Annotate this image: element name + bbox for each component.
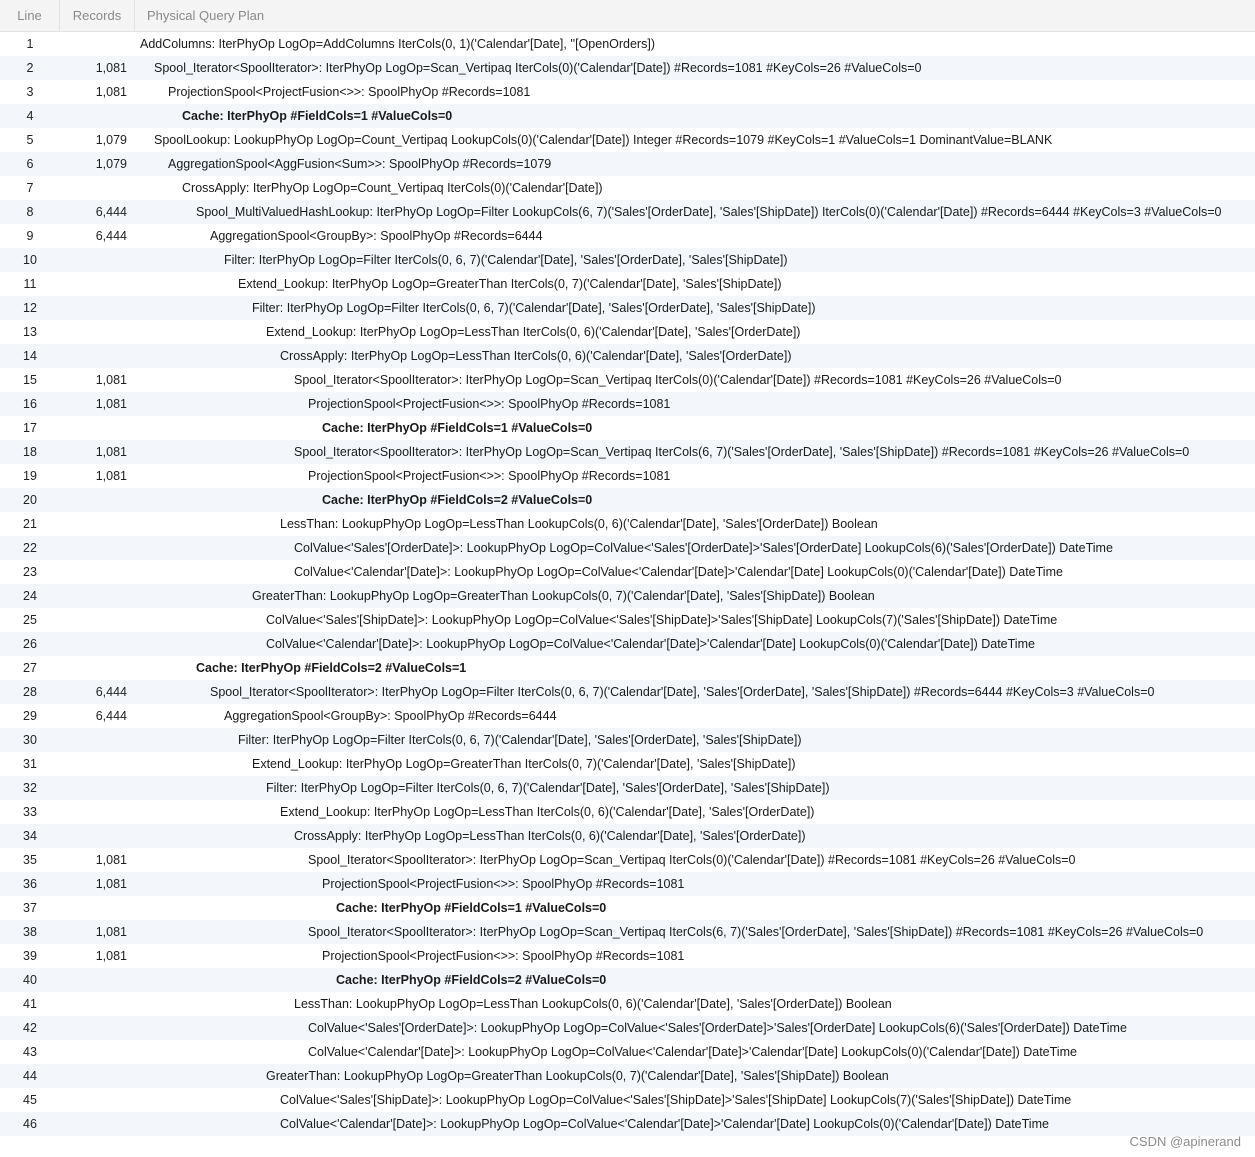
- cell-physical-query-plan: Cache: IterPhyOp #FieldCols=2 #ValueCols=1: [196, 661, 467, 675]
- cell-line: 9: [26, 229, 34, 243]
- table-row[interactable]: [0, 368, 1255, 392]
- cell-line: 20: [23, 493, 37, 507]
- table-row[interactable]: [0, 968, 1255, 992]
- table-row[interactable]: [0, 584, 1255, 608]
- table-row[interactable]: [0, 848, 1255, 872]
- cell-line: 12: [23, 301, 37, 315]
- table-row[interactable]: [0, 704, 1255, 728]
- cell-line: 41: [23, 997, 37, 1011]
- table-row[interactable]: [0, 32, 1255, 56]
- cell-records: 1,081: [95, 61, 127, 75]
- cell-line: 8: [26, 205, 34, 219]
- table-row[interactable]: [0, 272, 1255, 296]
- cell-physical-query-plan: ProjectionSpool<ProjectFusion<>>: SpoolPhyOp #Records=1081: [308, 469, 671, 483]
- table-row[interactable]: [0, 1016, 1255, 1040]
- table-row[interactable]: [0, 1040, 1255, 1064]
- cell-line: 42: [23, 1021, 37, 1035]
- cell-physical-query-plan: AddColumns: IterPhyOp LogOp=AddColumns IterCols(0, 1)('Calendar'[Date], ''[OpenOrders]): [140, 37, 655, 51]
- cell-records: 6,444: [95, 229, 127, 243]
- table-row[interactable]: [0, 1088, 1255, 1112]
- cell-line: 37: [23, 901, 37, 915]
- table-row[interactable]: [0, 128, 1255, 152]
- cell-line: 30: [23, 733, 37, 747]
- cell-physical-query-plan: Spool_Iterator<SpoolIterator>: IterPhyOp LogOp=Filter IterCols(0, 6, 7)('Calendar'[Date], 'Sales'[OrderDate], 'Sales'[ShipDate]) #Records=6444 #KeyCols=3 #ValueCols=0: [210, 685, 1155, 699]
- table-row[interactable]: [0, 248, 1255, 272]
- cell-line: 40: [23, 973, 37, 987]
- table-row[interactable]: [0, 608, 1255, 632]
- cell-physical-query-plan: Extend_Lookup: IterPhyOp LogOp=GreaterThan IterCols(0, 7)('Calendar'[Date], 'Sales'[ShipDate]): [252, 757, 796, 771]
- table-row[interactable]: [0, 1112, 1255, 1136]
- table-row[interactable]: [0, 896, 1255, 920]
- cell-records: 1,081: [95, 445, 127, 459]
- cell-physical-query-plan: GreaterThan: LookupPhyOp LogOp=GreaterThan LookupCols(0, 7)('Calendar'[Date], 'Sales'[ShipDate]) Boolean: [266, 1069, 889, 1083]
- table-row[interactable]: [0, 824, 1255, 848]
- cell-physical-query-plan: CrossApply: IterPhyOp LogOp=LessThan IterCols(0, 6)('Calendar'[Date], 'Sales'[OrderDate]): [280, 349, 792, 363]
- table-row[interactable]: [0, 104, 1255, 128]
- cell-physical-query-plan: ColValue<'Sales'[ShipDate]>: LookupPhyOp LogOp=ColValue<'Sales'[ShipDate]>'Sales'[ShipDate] LookupCols(7)('Sales'[ShipDate]) DateTime: [280, 1093, 1072, 1107]
- table-row[interactable]: [0, 944, 1255, 968]
- table-row[interactable]: [0, 488, 1255, 512]
- cell-physical-query-plan: Spool_Iterator<SpoolIterator>: IterPhyOp LogOp=Scan_Vertipaq IterCols(6, 7)('Sales'[OrderDate], 'Sales'[ShipDate]) #Records=1081 #KeyCols=26 #ValueCols=0: [294, 445, 1190, 459]
- table-row[interactable]: [0, 680, 1255, 704]
- cell-physical-query-plan: Spool_Iterator<SpoolIterator>: IterPhyOp LogOp=Scan_Vertipaq IterCols(6, 7)('Sales'[OrderDate], 'Sales'[ShipDate]) #Records=1081 #KeyCols=26 #ValueCols=0: [308, 925, 1204, 939]
- cell-physical-query-plan: ProjectionSpool<ProjectFusion<>>: SpoolPhyOp #Records=1081: [168, 85, 531, 99]
- grid-header: [0, 0, 1255, 32]
- cell-physical-query-plan: ColValue<'Calendar'[Date]>: LookupPhyOp LogOp=ColValue<'Calendar'[Date]>'Calendar'[Date] LookupCols(0)('Calendar'[Date]) DateTime: [266, 637, 1035, 651]
- cell-line: 24: [23, 589, 37, 603]
- cell-physical-query-plan: GreaterThan: LookupPhyOp LogOp=GreaterThan LookupCols(0, 7)('Calendar'[Date], 'Sales'[ShipDate]) Boolean: [252, 589, 875, 603]
- cell-physical-query-plan: Filter: IterPhyOp LogOp=Filter IterCols(0, 6, 7)('Calendar'[Date], 'Sales'[OrderDate], 'Sales'[ShipDate]): [252, 301, 816, 315]
- cell-physical-query-plan: AggregationSpool<GroupBy>: SpoolPhyOp #Records=6444: [210, 229, 543, 243]
- cell-line: 27: [23, 661, 37, 675]
- cell-line: 44: [23, 1069, 37, 1083]
- table-row[interactable]: [0, 416, 1255, 440]
- cell-physical-query-plan: ColValue<'Sales'[OrderDate]>: LookupPhyOp LogOp=ColValue<'Sales'[OrderDate]>'Sales'[OrderDate] LookupCols(6)('Sales'[OrderDate]) DateTime: [294, 541, 1113, 555]
- cell-line: 39: [23, 949, 37, 963]
- table-row[interactable]: [0, 224, 1255, 248]
- cell-records: 1,079: [95, 157, 127, 171]
- cell-physical-query-plan: LessThan: LookupPhyOp LogOp=LessThan LookupCols(0, 6)('Calendar'[Date], 'Sales'[OrderDate]) Boolean: [294, 997, 892, 1011]
- cell-physical-query-plan: Cache: IterPhyOp #FieldCols=1 #ValueCols=0: [182, 109, 453, 123]
- table-row[interactable]: [0, 632, 1255, 656]
- cell-line: 15: [23, 373, 37, 387]
- column-header-physical-query-plan[interactable]: Physical Query Plan: [147, 8, 265, 23]
- cell-line: 36: [23, 877, 37, 891]
- table-row[interactable]: [0, 872, 1255, 896]
- cell-physical-query-plan: Spool_Iterator<SpoolIterator>: IterPhyOp LogOp=Scan_Vertipaq IterCols(0)('Calendar'[Date]) #Records=1081 #KeyCols=26 #ValueCols=0: [294, 373, 1062, 387]
- cell-line: 25: [23, 613, 37, 627]
- cell-line: 32: [23, 781, 37, 795]
- table-row[interactable]: [0, 992, 1255, 1016]
- cell-physical-query-plan: Extend_Lookup: IterPhyOp LogOp=LessThan IterCols(0, 6)('Calendar'[Date], 'Sales'[OrderDate]): [280, 805, 815, 819]
- cell-physical-query-plan: ProjectionSpool<ProjectFusion<>>: SpoolPhyOp #Records=1081: [308, 397, 671, 411]
- table-row[interactable]: [0, 56, 1255, 80]
- cell-line: 21: [23, 517, 37, 531]
- cell-line: 38: [23, 925, 37, 939]
- table-row[interactable]: [0, 200, 1255, 224]
- table-row[interactable]: [0, 1064, 1255, 1088]
- cell-records: 6,444: [95, 685, 127, 699]
- table-row[interactable]: [0, 80, 1255, 104]
- table-row[interactable]: [0, 800, 1255, 824]
- cell-line: 5: [26, 133, 34, 147]
- cell-line: 22: [23, 541, 37, 555]
- cell-records: 1,079: [95, 133, 127, 147]
- cell-line: 33: [23, 805, 37, 819]
- grid-body: [0, 32, 1255, 1136]
- cell-records: 1,081: [95, 469, 127, 483]
- cell-line: 13: [23, 325, 37, 339]
- cell-line: 17: [23, 421, 37, 435]
- cell-physical-query-plan: Cache: IterPhyOp #FieldCols=1 #ValueCols=0: [322, 421, 593, 435]
- table-row[interactable]: [0, 512, 1255, 536]
- table-row[interactable]: [0, 464, 1255, 488]
- cell-line: 19: [23, 469, 37, 483]
- watermark: CSDN @apinerand: [1129, 1134, 1241, 1149]
- cell-physical-query-plan: Cache: IterPhyOp #FieldCols=2 #ValueCols=0: [322, 493, 593, 507]
- column-header-records[interactable]: Records: [60, 0, 135, 31]
- cell-physical-query-plan: Cache: IterPhyOp #FieldCols=2 #ValueCols=0: [336, 973, 607, 987]
- cell-physical-query-plan: Spool_Iterator<SpoolIterator>: IterPhyOp LogOp=Scan_Vertipaq IterCols(0)('Calendar'[Date]) #Records=1081 #KeyCols=26 #ValueCols=0: [308, 853, 1076, 867]
- cell-physical-query-plan: Spool_MultiValuedHashLookup: IterPhyOp LogOp=Filter LookupCols(6, 7)('Sales'[OrderDate], 'Sales'[ShipDate]) IterCols(0)('Calendar'[Date]) #Records=6444 #KeyCols=3 #ValueCols=0: [196, 205, 1222, 219]
- cell-line: 2: [26, 61, 34, 75]
- cell-line: 4: [26, 109, 34, 123]
- table-row[interactable]: [0, 320, 1255, 344]
- cell-records: 1,081: [95, 85, 127, 99]
- cell-physical-query-plan: Extend_Lookup: IterPhyOp LogOp=GreaterThan IterCols(0, 7)('Calendar'[Date], 'Sales'[ShipDate]): [238, 277, 782, 291]
- cell-records: 1,081: [95, 373, 127, 387]
- table-row[interactable]: [0, 152, 1255, 176]
- cell-line: 3: [26, 85, 34, 99]
- cell-physical-query-plan: Spool_Iterator<SpoolIterator>: IterPhyOp LogOp=Scan_Vertipaq IterCols(0)('Calendar'[Date]) #Records=1081 #KeyCols=26 #ValueCols=0: [154, 61, 922, 75]
- cell-line: 10: [23, 253, 37, 267]
- cell-line: 28: [23, 685, 37, 699]
- cell-line: 46: [23, 1117, 37, 1131]
- table-row[interactable]: [0, 392, 1255, 416]
- cell-physical-query-plan: ColValue<'Sales'[ShipDate]>: LookupPhyOp LogOp=ColValue<'Sales'[ShipDate]>'Sales'[ShipDate] LookupCols(7)('Sales'[ShipDate]) DateTime: [266, 613, 1058, 627]
- cell-line: 35: [23, 853, 37, 867]
- cell-records: 1,081: [95, 853, 127, 867]
- cell-physical-query-plan: ProjectionSpool<ProjectFusion<>>: SpoolPhyOp #Records=1081: [322, 949, 685, 963]
- cell-line: 6: [26, 157, 34, 171]
- cell-records: 1,081: [95, 949, 127, 963]
- cell-physical-query-plan: Extend_Lookup: IterPhyOp LogOp=LessThan IterCols(0, 6)('Calendar'[Date], 'Sales'[OrderDate]): [266, 325, 801, 339]
- table-row[interactable]: [0, 560, 1255, 584]
- cell-records: 6,444: [95, 205, 127, 219]
- cell-physical-query-plan: CrossApply: IterPhyOp LogOp=Count_Vertipaq IterCols(0)('Calendar'[Date]): [182, 181, 603, 195]
- cell-line: 43: [23, 1045, 37, 1059]
- cell-physical-query-plan: AggregationSpool<GroupBy>: SpoolPhyOp #Records=6444: [224, 709, 557, 723]
- cell-physical-query-plan: ColValue<'Calendar'[Date]>: LookupPhyOp LogOp=ColValue<'Calendar'[Date]>'Calendar'[Date] LookupCols(0)('Calendar'[Date]) DateTime: [280, 1117, 1049, 1131]
- cell-line: 34: [23, 829, 37, 843]
- table-row[interactable]: [0, 728, 1255, 752]
- cell-records: 1,081: [95, 397, 127, 411]
- cell-physical-query-plan: Filter: IterPhyOp LogOp=Filter IterCols(0, 6, 7)('Calendar'[Date], 'Sales'[OrderDate], 'Sales'[ShipDate]): [224, 253, 788, 267]
- table-row[interactable]: [0, 440, 1255, 464]
- cell-line: 14: [23, 349, 37, 363]
- cell-records: 1,081: [95, 925, 127, 939]
- cell-line: 7: [26, 181, 34, 195]
- cell-physical-query-plan: SpoolLookup: LookupPhyOp LogOp=Count_Vertipaq LookupCols(0)('Calendar'[Date]) Integer #Records=1079 #KeyCols=1 #ValueCols=1 DominantValue=BLANK: [154, 133, 1053, 147]
- table-row[interactable]: [0, 656, 1255, 680]
- cell-physical-query-plan: Cache: IterPhyOp #FieldCols=1 #ValueCols=0: [336, 901, 607, 915]
- cell-line: 29: [23, 709, 37, 723]
- cell-line: 45: [23, 1093, 37, 1107]
- cell-physical-query-plan: Filter: IterPhyOp LogOp=Filter IterCols(0, 6, 7)('Calendar'[Date], 'Sales'[OrderDate], 'Sales'[ShipDate]): [238, 733, 802, 747]
- cell-physical-query-plan: ColValue<'Calendar'[Date]>: LookupPhyOp LogOp=ColValue<'Calendar'[Date]>'Calendar'[Date] LookupCols(0)('Calendar'[Date]) DateTime: [294, 565, 1063, 579]
- cell-physical-query-plan: ProjectionSpool<ProjectFusion<>>: SpoolPhyOp #Records=1081: [322, 877, 685, 891]
- cell-line: 16: [23, 397, 37, 411]
- cell-physical-query-plan: Filter: IterPhyOp LogOp=Filter IterCols(0, 6, 7)('Calendar'[Date], 'Sales'[OrderDate], 'Sales'[ShipDate]): [266, 781, 830, 795]
- cell-line: 1: [26, 37, 34, 51]
- table-row[interactable]: [0, 344, 1255, 368]
- table-row[interactable]: [0, 920, 1255, 944]
- table-row[interactable]: [0, 536, 1255, 560]
- cell-line: 26: [23, 637, 37, 651]
- cell-line: 23: [23, 565, 37, 579]
- cell-line: 11: [23, 277, 37, 291]
- cell-line: 18: [23, 445, 37, 459]
- table-row[interactable]: [0, 296, 1255, 320]
- cell-physical-query-plan: ColValue<'Calendar'[Date]>: LookupPhyOp LogOp=ColValue<'Calendar'[Date]>'Calendar'[Date] LookupCols(0)('Calendar'[Date]) DateTime: [308, 1045, 1077, 1059]
- cell-physical-query-plan: CrossApply: IterPhyOp LogOp=LessThan IterCols(0, 6)('Calendar'[Date], 'Sales'[OrderDate]): [294, 829, 806, 843]
- cell-records: 6,444: [95, 709, 127, 723]
- column-header-line[interactable]: Line: [0, 0, 60, 31]
- cell-line: 31: [23, 757, 37, 771]
- cell-physical-query-plan: ColValue<'Sales'[OrderDate]>: LookupPhyOp LogOp=ColValue<'Sales'[OrderDate]>'Sales'[OrderDate] LookupCols(6)('Sales'[OrderDate]) DateTime: [308, 1021, 1127, 1035]
- cell-physical-query-plan: AggregationSpool<AggFusion<Sum>>: SpoolPhyOp #Records=1079: [168, 157, 552, 171]
- table-row[interactable]: [0, 752, 1255, 776]
- cell-records: 1,081: [95, 877, 127, 891]
- table-row[interactable]: [0, 176, 1255, 200]
- cell-physical-query-plan: LessThan: LookupPhyOp LogOp=LessThan LookupCols(0, 6)('Calendar'[Date], 'Sales'[OrderDate]) Boolean: [280, 517, 878, 531]
- table-row[interactable]: [0, 776, 1255, 800]
